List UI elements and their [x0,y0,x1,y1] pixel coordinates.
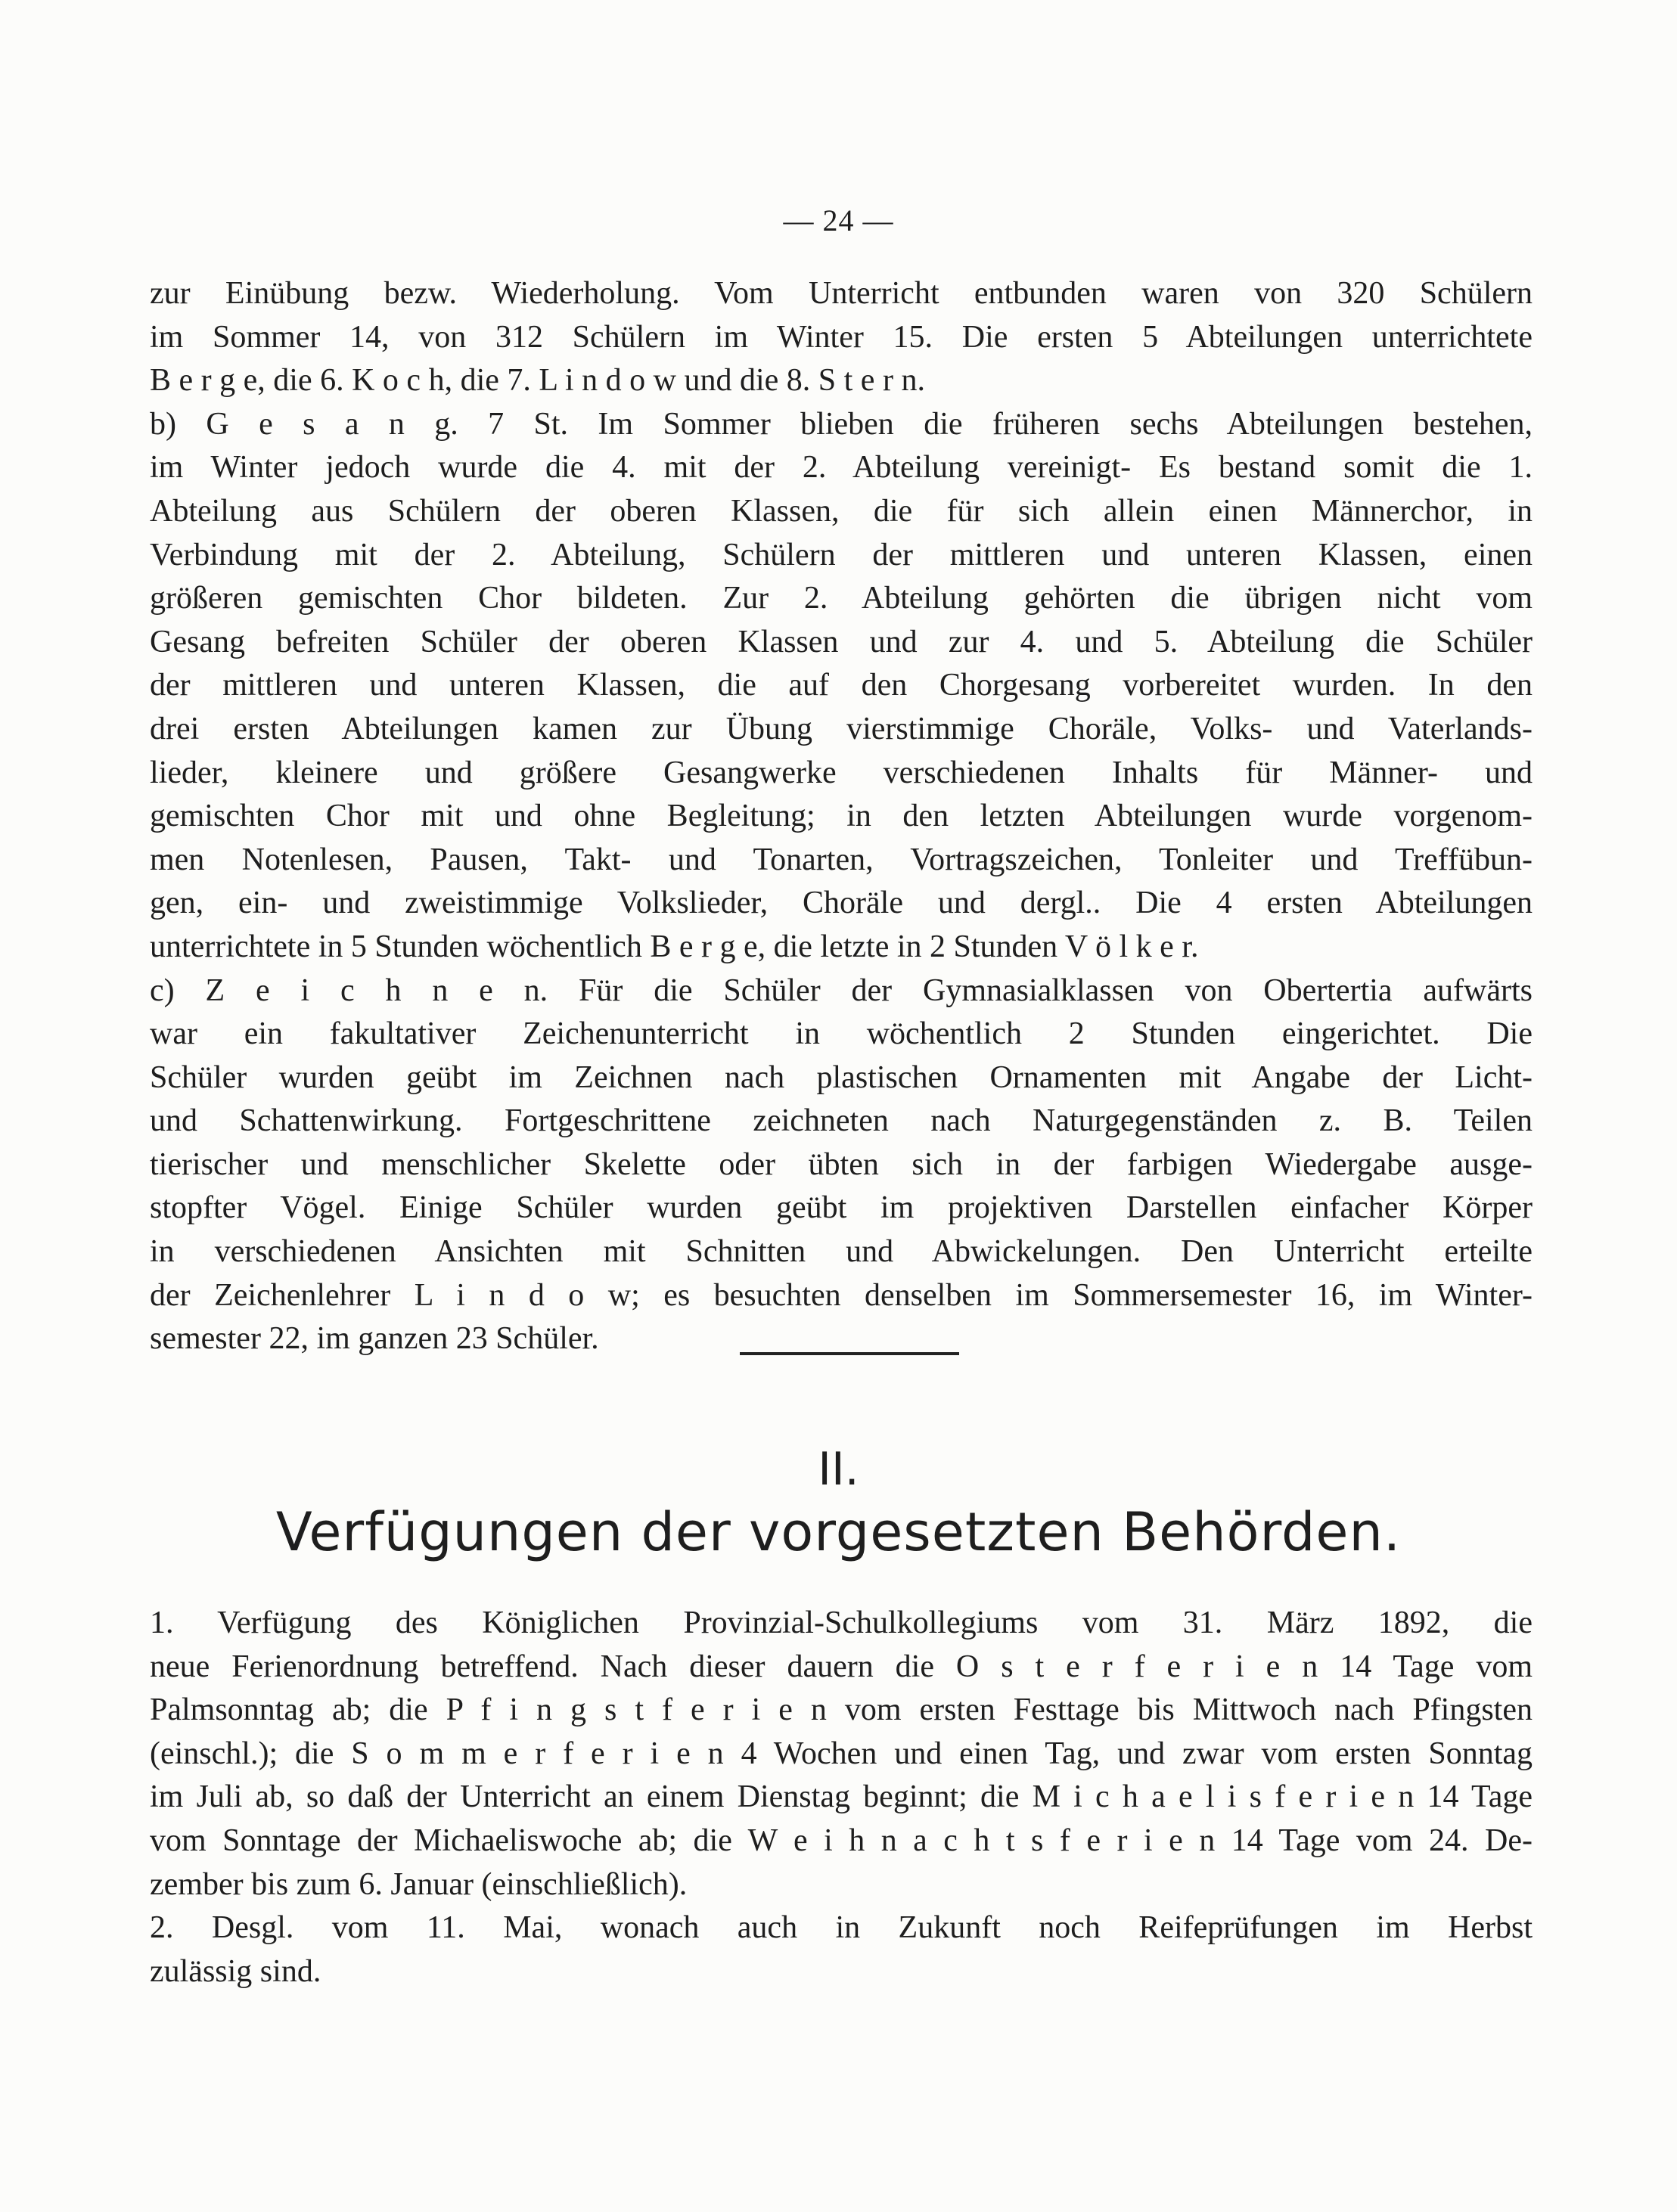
text-line: der Zeichenlehrer L i n d o w; es besuchten denselben im Sommersemester 16, im Winter- [150,1277,1533,1313]
section-divider [740,1352,959,1355]
section-decrees-text [150,1602,1533,1993]
text-line: b) G e s a n g. 7 St. Im Sommer blieben die früheren sechs Abteilungen bestehen, [150,406,1533,442]
page-number: — 24 — [783,203,894,237]
text-line: 2. Desgl. vom 11. Mai, wonach auch in Zukunft noch Reifeprüfungen im Herbst [150,1910,1533,1946]
text-line: gen, ein- und zweistimmige Volkslieder, Choräle und dergl.. Die 4 ersten Abteilungen [150,886,1533,921]
text-line: neue Ferienordnung betreffend. Nach dieser dauern die O s t e r f e r i e n 14 Tage vom [150,1649,1533,1684]
text-line: 1. Verfügung des Königlichen Provinzial-Schulkollegiums vom 31. März 1892, die [150,1605,1533,1640]
text-line: Verbindung mit der 2. Abteilung, Schülern der mittleren und unteren Klassen, einen [150,537,1533,572]
text-line: im Winter jedoch wurde die 4. mit der 2. Abteilung vereinigt- Es bestand somit die 1. [150,450,1533,486]
text-line: zulässig sind. [150,1953,321,1989]
text-line: vom Sonntage der Michaeliswoche ab; die W e i h n a c h t s f e r i e n 14 Tage vom 24. De- [150,1823,1533,1858]
text-line: B e r g e, die 6. K o c h, die 7. L i n d o w und die 8. S t e r n. [150,363,925,399]
text-line: (einschl.); die S o m m e r f e r i e n 4 Wochen und einen Tag, und zwar vom ersten Sonntag [150,1736,1533,1771]
section-numeral: II. [818,1443,859,1496]
text-line: Schüler wurden geübt im Zeichnen nach plastischen Ornamenten mit Angabe der Licht- [150,1059,1533,1095]
section-title: Verfügungen der vorgesetzten Behörden. [275,1501,1402,1563]
text-line: men Notenlesen, Pausen, Takt- und Tonarten, Vortragszeichen, Tonleiter und Treffübun- [150,842,1533,877]
text-line: Gesang befreiten Schüler der oberen Klassen und zur 4. und 5. Abteilung die Schüler [150,624,1533,659]
text-line: größeren gemischten Chor bildeten. Zur 2. Abteilung gehörten die übrigen nicht vom [150,581,1533,616]
text-line: semester 22, im ganzen 23 Schüler. [150,1321,599,1357]
text-line: c) Z e i c h n e n. Für die Schüler der Gymnasialklassen von Obertertia aufwärts [150,973,1533,1008]
text-line: in verschiedenen Ansichten mit Schnitten und Abwickelungen. Den Unterricht erteilte [150,1234,1533,1270]
text-line: lieder, kleinere und größere Gesangwerke verschiedenen Inhalts für Männer- und [150,755,1533,790]
text-line: im Sommer 14, von 312 Schülern im Winter 15. Die ersten 5 Abteilungen unterrichtete [150,319,1533,355]
text-line: im Juli ab, so daß der Unterricht an einem Dienstag beginnt; die M i c h a e l i s f e r i e n 14 Tage [150,1779,1533,1815]
text-line: Palmsonntag ab; die P f i n g s t f e r i e n vom ersten Festtage bis Mittwoch nach Pfingsten [150,1692,1533,1728]
text-line: zember bis zum 6. Januar (einschließlich). [150,1866,688,1902]
text-line: stopfter Vögel. Einige Schüler wurden geübt im projektiven Darstellen einfacher Körper [150,1190,1533,1226]
text-line: zur Einübung bezw. Wiederholung. Vom Unterricht entbunden waren von 320 Schülern [150,276,1533,311]
text-line: gemischten Chor mit und ohne Begleitung; in den letzten Abteilungen wurde vorgenom- [150,799,1533,834]
text-line: tierischer und menschlicher Skelette oder übten sich in der farbigen Wiedergabe ausge- [150,1146,1533,1182]
section-education-text [150,272,1533,1361]
text-line: der mittleren und unteren Klassen, die auf den Chorgesang vorbereitet wurden. In den [150,668,1533,703]
text-line: war ein fakultativer Zeichenunterricht in wöchentlich 2 Stunden eingerichtet. Die [150,1016,1533,1052]
text-line: unterrichtete in 5 Stunden wöchentlich B e r g e, die letzte in 2 Stunden V ö l k e r. [150,929,1199,964]
text-line: drei ersten Abteilungen kamen zur Übung vierstimmige Choräle, Volks- und Vaterlands- [150,711,1533,746]
text-line: Abteilung aus Schülern der oberen Klassen, die für sich allein einen Männerchor, in [150,493,1533,529]
text-line: und Schattenwirkung. Fortgeschrittene zeichneten nach Naturgegenständen z. B. Teilen [150,1103,1533,1139]
